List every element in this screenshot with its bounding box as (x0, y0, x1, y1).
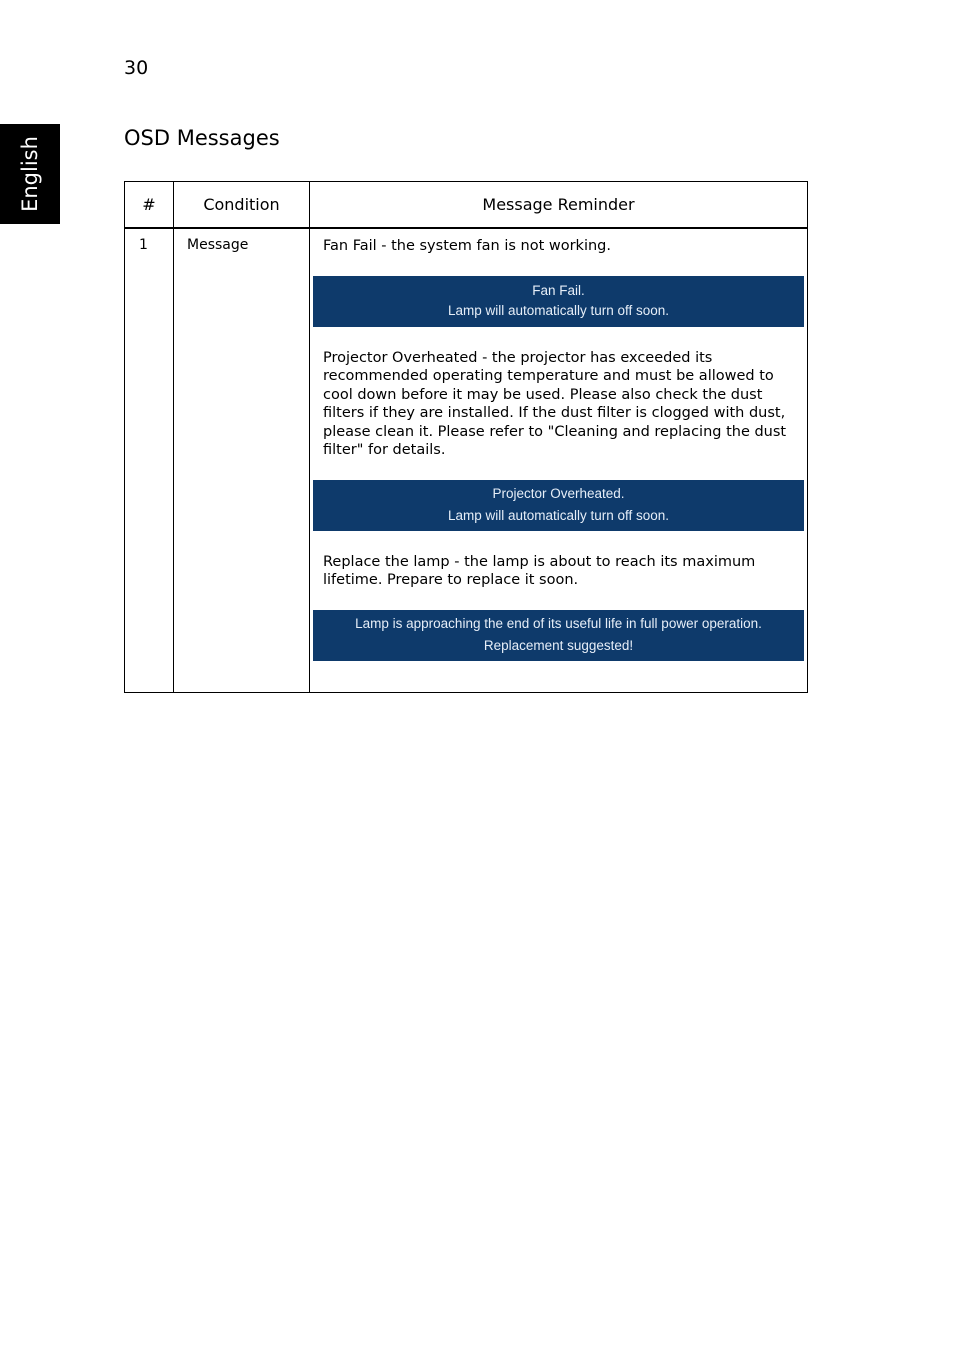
header-message-reminder: Message Reminder (310, 182, 808, 229)
osd-line: Fan Fail. (532, 283, 585, 298)
osd-line: Lamp is approaching the end of its useful life in full power operation. (355, 616, 762, 631)
osd-messages-table (124, 181, 808, 693)
replace-lamp-description: Replace the lamp - the lamp is about to reach its maximum lifetime. Prepare to replace it soon. (323, 553, 756, 588)
language-tab (0, 124, 60, 224)
fan-fail-description: Fan Fail - the system fan is not working. (323, 238, 611, 254)
table-header-row (125, 182, 808, 229)
osd-line: Lamp will automatically turn off soon. (447, 508, 670, 523)
replace-lamp-osd-message (313, 610, 804, 661)
table-row (125, 228, 808, 692)
osd-line: Projector Overheated. (492, 486, 625, 501)
overheated-description: Projector Overheated - the projector has exceeded its recommended operating temperature and must be allowed to cool down before it may be used. Please also check the dust filters if they are installed. If the dust filter is clogged with dust, please clean it. Please refer to "Cleaning and replacing the dust filter" for details. (323, 349, 787, 458)
row-number: 1 (125, 228, 174, 692)
overheated-osd-message (313, 480, 804, 531)
section-title: OSD Messages (124, 126, 280, 150)
header-number: # (125, 182, 174, 229)
page-number: 30 (124, 57, 149, 79)
row-condition: Message (174, 228, 310, 692)
message-reminder-cell (310, 228, 808, 692)
osd-line: Lamp will automatically turn off soon. (447, 303, 670, 318)
header-condition: Condition (174, 182, 310, 229)
language-tab-label: English (18, 136, 42, 212)
osd-line: Replacement suggested! (483, 638, 634, 653)
fan-fail-osd-message (313, 276, 804, 327)
